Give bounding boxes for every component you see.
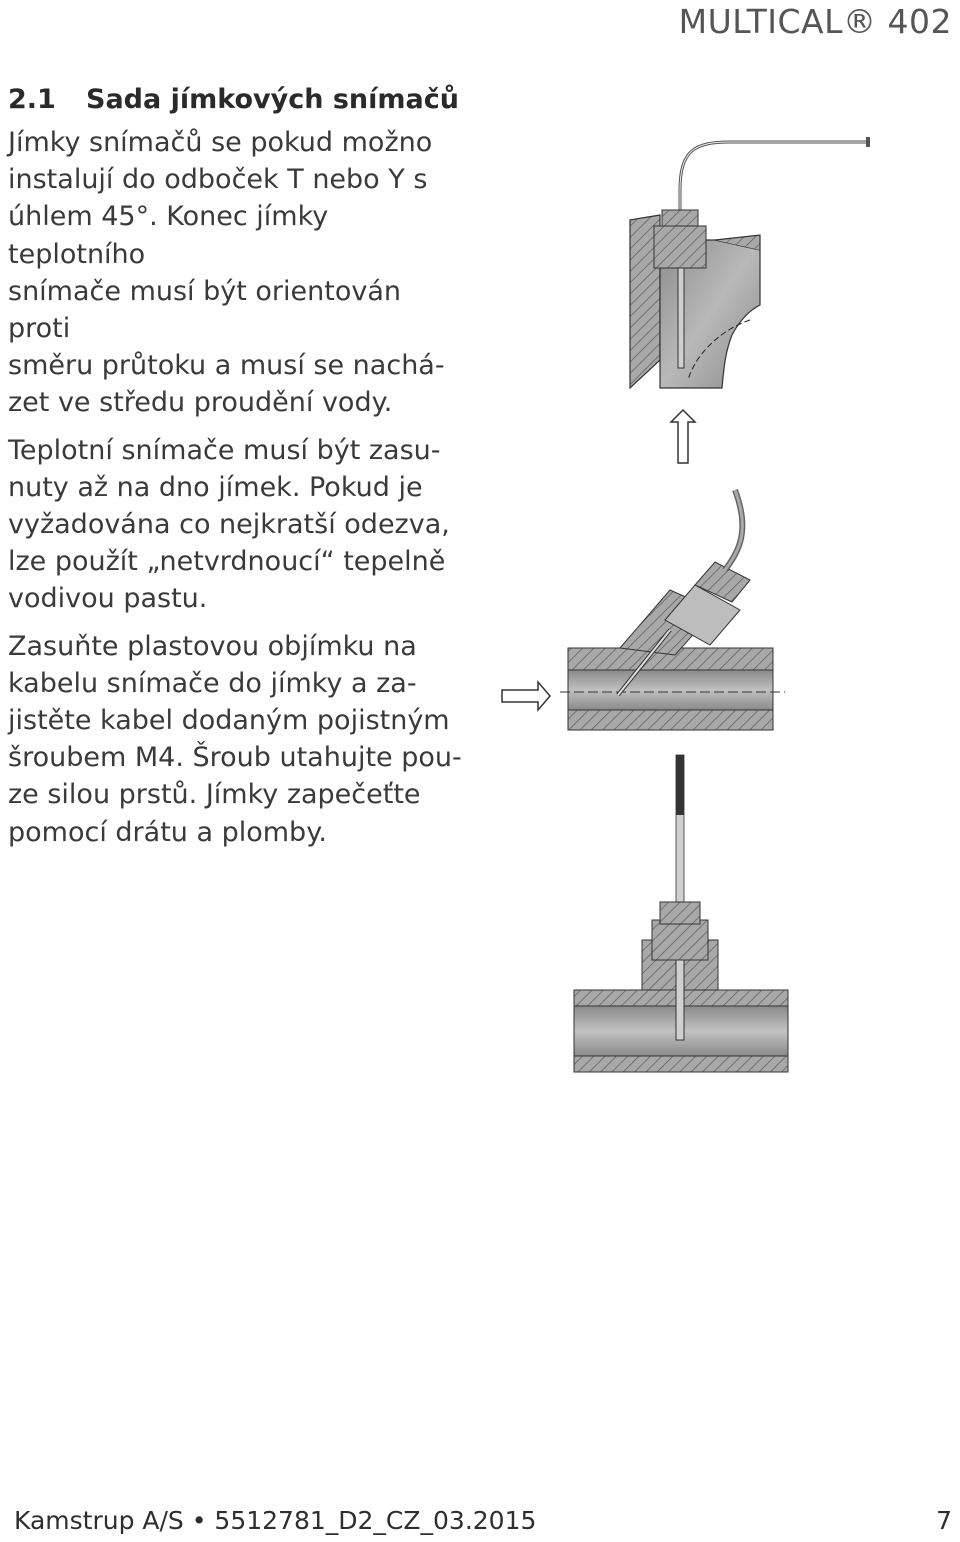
section-heading xyxy=(8,84,459,115)
t-pipe-body xyxy=(574,902,788,1072)
section-title: Sada jímkových snímačů xyxy=(86,84,459,115)
t-sensor-cable xyxy=(676,755,684,925)
t-branch-installation-figure xyxy=(560,750,800,1080)
footer-company-doc: Kamstrup A/S • 5512781_D2_CZ_03.2015 xyxy=(14,1506,537,1535)
elbow-installation-figure xyxy=(600,120,900,480)
product-title: MULTICAL® 402 xyxy=(678,2,952,41)
y-branch-installation-figure xyxy=(500,470,800,750)
paragraph-1: Jímky snímačů se pokud možno instalují do odboček T nebo Y s úhlem 45°. Konec jímky teplotního snímače musí být orientován proti směru průtoku a musí se nachá- zet ve středu proudění vody. xyxy=(8,127,445,419)
body-text xyxy=(8,124,468,861)
paragraph-3: Zasuňte plastovou objímku na kabelu snímače do jímky a za- jistěte kabel dodaným pojistným šroubem M4. Šroub utahujte pou- ze silou prstů. Jímky zapečeťte pomocí drátu a plomby. xyxy=(8,630,462,848)
section-number: 2.1 xyxy=(8,84,56,115)
up-arrow-icon xyxy=(671,410,695,463)
right-arrow-icon xyxy=(502,682,550,710)
sensor-cable xyxy=(680,137,870,215)
page-number: 7 xyxy=(936,1506,952,1535)
paragraph-2: Teplotní snímače musí být zasu- nuty až na dno jímek. Pokud je vyžadována co nejkratší odezva, lze použít „netvrdnoucí“ tepelně vodivou pastu. xyxy=(8,434,450,615)
